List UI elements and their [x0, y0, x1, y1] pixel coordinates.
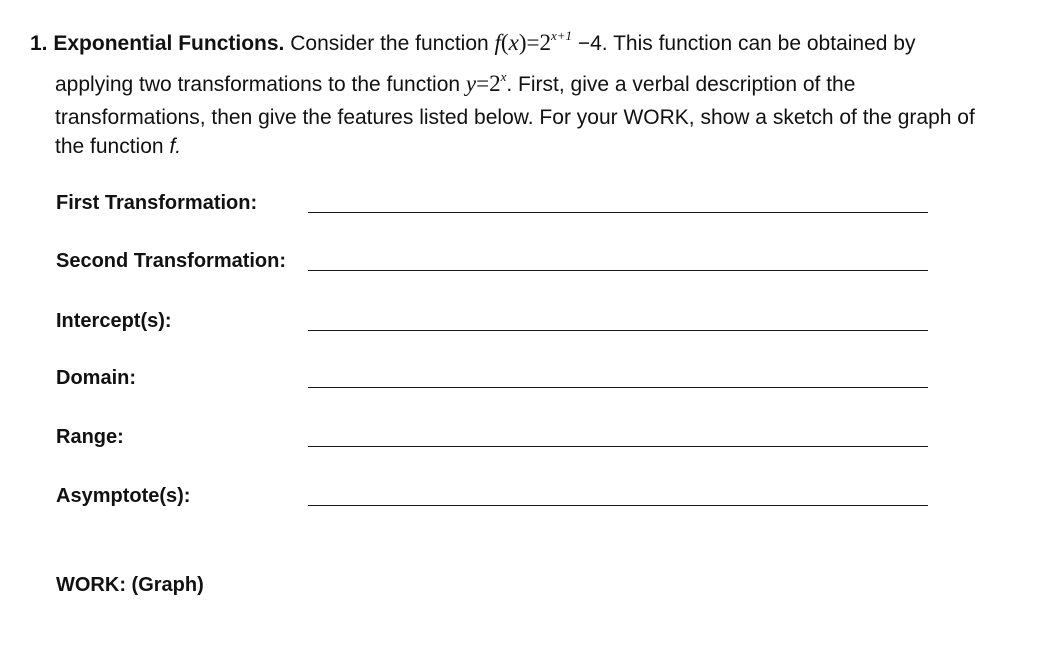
function-base: 2 — [539, 30, 551, 55]
function-name: f — [494, 30, 501, 55]
second-transformation-answer-line[interactable] — [308, 270, 928, 271]
function-reference: f. — [169, 135, 182, 158]
domain-label: Domain: — [56, 367, 136, 389]
first-transformation-field — [56, 188, 936, 218]
problem-line-2-start: applying two transformations to the function — [55, 73, 461, 96]
function-constant: −4. — [577, 32, 608, 55]
parent-variable: y — [465, 71, 477, 96]
problem-heading: Exponential Functions. — [53, 32, 285, 55]
problem-line-4-start: the function — [55, 135, 164, 158]
second-transformation-field — [56, 246, 936, 276]
range-field — [56, 422, 936, 452]
function-exponent: x+1 — [550, 28, 572, 43]
problem-number: 1. — [30, 32, 48, 55]
intercepts-field — [56, 306, 936, 336]
intercepts-label: Intercept(s): — [56, 310, 172, 332]
problem-line-1 — [30, 26, 1030, 60]
second-transformation-label: Second Transformation: — [56, 250, 287, 272]
problem-body — [30, 67, 1030, 163]
problem-line-3: transformations, then give the features listed below. For your WORK, show a sketch of the graph of — [55, 106, 975, 129]
work-graph-label: WORK: (Graph) — [56, 574, 204, 596]
parent-function: $y=2^x$ — [465, 69, 507, 96]
problem-intro: Consider the function — [290, 32, 489, 55]
problem-line-2-end: . First, give a verbal description of the — [506, 73, 856, 96]
asymptotes-field — [56, 481, 936, 511]
problem-intro-tail: This function can be obtained by — [613, 32, 916, 55]
problem-line-2 — [55, 67, 1030, 101]
parent-exponent: x — [500, 69, 507, 84]
asymptotes-label: Asymptote(s): — [56, 485, 191, 507]
asymptotes-answer-line[interactable] — [308, 505, 928, 506]
function-definition: $f(x)=2^{x+1}$ — [494, 28, 572, 55]
range-answer-line[interactable] — [308, 446, 928, 447]
first-transformation-answer-line[interactable] — [308, 212, 928, 213]
domain-answer-line[interactable] — [308, 387, 928, 388]
domain-field — [56, 363, 936, 393]
problem-statement — [30, 26, 1030, 163]
function-variable: x — [508, 30, 519, 55]
parent-base: 2 — [489, 71, 501, 96]
first-transformation-label: First Transformation: — [56, 192, 258, 214]
intercepts-answer-line[interactable] — [308, 330, 928, 331]
range-label: Range: — [56, 426, 124, 448]
problem-line-4 — [55, 130, 1030, 163]
